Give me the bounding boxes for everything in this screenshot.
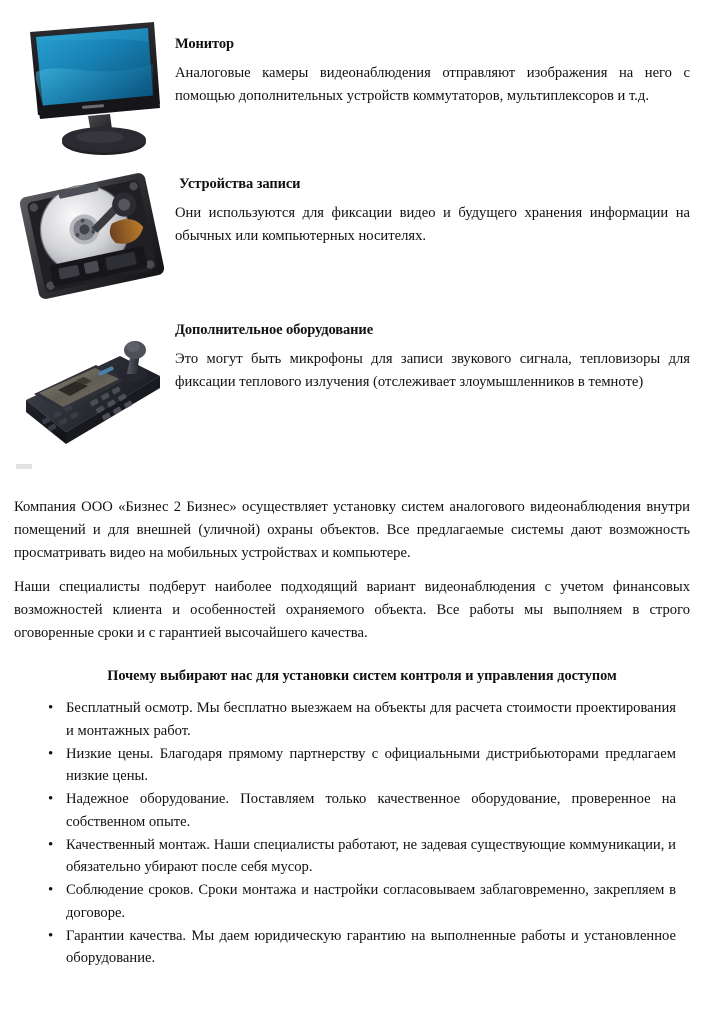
monitor-image: [14, 20, 169, 155]
bullet-icon: •: [48, 745, 54, 762]
monitor-heading: Монитор: [175, 36, 234, 52]
bullet-icon: •: [48, 700, 54, 716]
list-item-text: Качественный монтаж. Наши специалисты работают, не задевая существующие коммуникации, и обязательно убирают после себя мусор.: [66, 836, 676, 876]
bullet-icon: •: [48, 836, 54, 853]
ptz-keyboard-image: [14, 332, 169, 467]
list-item: [48, 788, 676, 834]
list-item: [48, 834, 676, 880]
list-item-text: Надежное оборудование. Поставляем только качественное оборудование, проверенное на собственном опыте.: [66, 791, 676, 830]
list-item-text: Соблюдение сроков. Сроки монтажа и настройки согласовываем заблаговременно, закрепляем в договоре.: [66, 882, 676, 921]
lcd-monitor-photo: [14, 20, 169, 155]
bullet-icon: •: [48, 791, 54, 808]
list-item-text: Низкие цены. Благодаря прямому партнерству с официальными дистрибьюторами предлагаем низкие цены.: [66, 745, 676, 785]
list-item: [48, 697, 676, 743]
additional-equipment-heading: Дополнительное оборудование: [175, 322, 374, 338]
recording-devices-heading: Устройства записи: [179, 176, 301, 192]
list-item: [48, 925, 676, 971]
hdd-image: [14, 170, 169, 305]
list-item-text: Гарантии качества. Мы даем юридическую гарантию на выполненные работы и установленное оборудование.: [66, 927, 676, 967]
list-item: [48, 879, 676, 925]
equipment-block-monitor: [0, 20, 716, 165]
bullet-icon: •: [48, 882, 54, 899]
paragraph-specialists: Наши специалисты подберут наиболее подходящий вариант видеонаблюдения с учетом финансовых возможностей клиента и особенностей охраняемого объекта. Все работы мы выполняем в строго оговоренные сроки и с гарантией высочайшего качества.: [14, 579, 690, 641]
list-item: [48, 743, 676, 789]
equipment-block-recording-devices: [0, 170, 716, 318]
monitor-body: Аналоговые камеры видеонаблюдения отправляют изображения на него с помощью дополнительных устройств коммутаторов, мультиплексоров и т.д.: [175, 65, 690, 104]
company-description: [14, 496, 690, 657]
equipment-block-additional-equipment: [0, 322, 716, 462]
additional-equipment-text: [175, 322, 690, 393]
scan-artifact-mark: [16, 464, 32, 469]
benefits-list: [0, 697, 716, 970]
additional-equipment-body: Это могут быть микрофоны для записи звукового сигнала, тепловизоры для фиксации теплового излучения (отслеживает злоумышленников в темноте): [175, 351, 690, 390]
recording-devices-body: Они используются для фиксации видео и будущего хранения информации на обычных или компьютерных носителях.: [175, 205, 690, 244]
benefits-heading: Почему выбирают нас для установки систем контроля и управления доступом: [107, 668, 617, 684]
bullet-icon: •: [48, 927, 54, 944]
monitor-text: [175, 36, 690, 107]
paragraph-company-intro: Компания ООО «Бизнес 2 Бизнес» осуществляет установку систем аналогового видеонаблюдения внутри помещений и для внешней (уличной) охраны объектов. Все предлагаемые системы дают возможность просматривать видео на мобильных устройствах и компьютере.: [14, 499, 690, 561]
list-item-text: Бесплатный осмотр. Мы бесплатно выезжаем на объекты для расчета стоимости проектирования и монтажных работ.: [66, 700, 676, 739]
recording-devices-text: [175, 176, 690, 247]
ptz-control-keyboard-photo: [14, 332, 169, 467]
hard-disk-drive-photo: [14, 170, 169, 305]
